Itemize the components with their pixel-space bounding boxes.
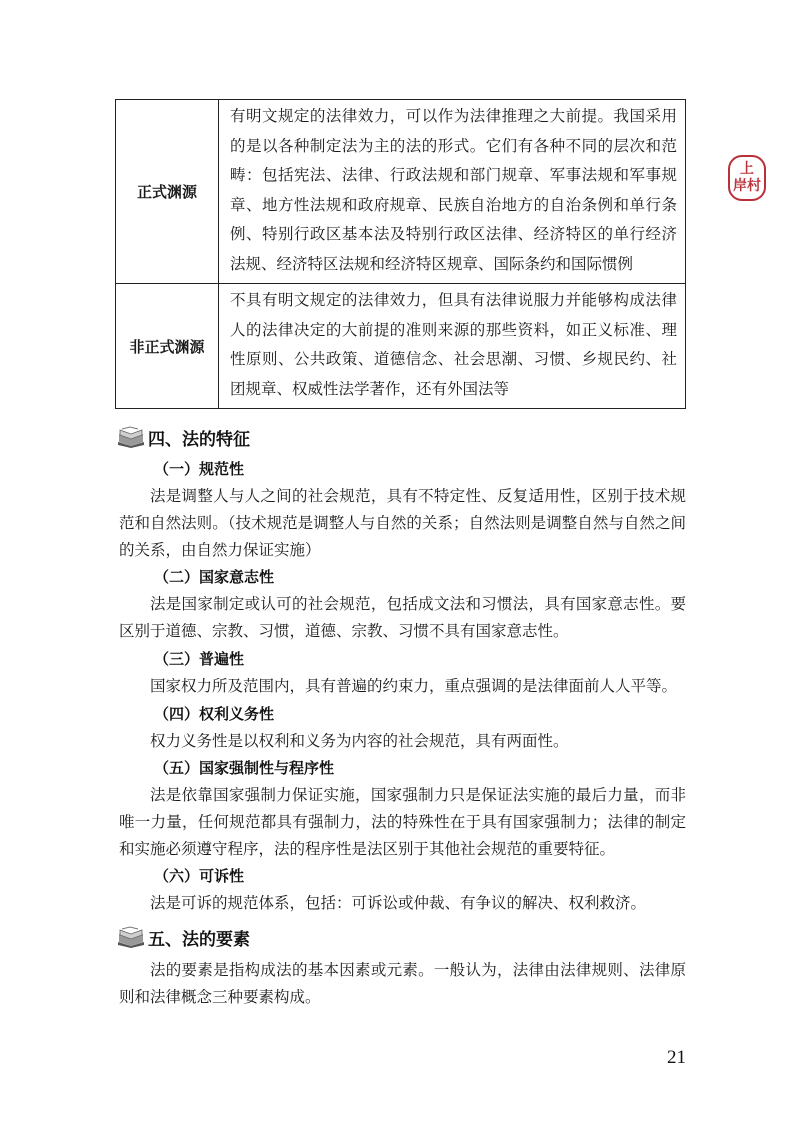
subsection-heading: （五）国家强制性与程序性	[154, 759, 335, 777]
book-icon	[116, 926, 146, 948]
table-row	[116, 100, 686, 284]
section-title: 四、法的特征	[148, 429, 250, 450]
stamp-text-bottom: 岸村	[733, 178, 761, 194]
subsection-heading: （一）规范性	[154, 460, 245, 478]
law-sources-table	[115, 99, 686, 409]
table-desc-cell: 有明文规定的法律效力，可以作为法律推理之大前提。我国采用的是以各种制定法为主的法的形式。它们有各种不同的层次和范畴：包括宪法、法律、行政法规和部门规章、军事法规和军事规章、地方性法规和政府规章、民族自治地方的自治条例和单行条例、特别行政区基本法及特别行政区法律、经济特区的单行经济法规、经济特区法规和经济特区规章、国际条约和国际惯例	[219, 100, 686, 284]
paragraph: 法是可诉的规范体系，包括：可诉讼或仲裁、有争议的解决、权利救济。	[150, 894, 647, 912]
paragraph: 法是依靠国家强制力保证实施，国家强制力只是保证法实施的最后力量，而非唯一力量，任何规范都具有强制力，法的特殊性在于具有国家强制力；法律的制定和实施必须遵守程序，法的程序性是法区别于其他社会规范的重要特征。	[119, 786, 686, 858]
stamp-text-top: 上	[740, 161, 754, 177]
paragraph: 法是调整人与人之间的社会规范，具有不特定性、反复适用性，区别于技术规范和自然法则。（技术规范是调整人与自然的关系；自然法则是调整自然与自然之间的关系，由自然力保证实施）	[119, 487, 686, 559]
page-number: 21	[667, 1047, 686, 1068]
book-icon	[116, 426, 146, 448]
subsection-heading: （三）普遍性	[154, 650, 245, 668]
section-heading	[116, 923, 250, 951]
subsection-heading: （二）国家意志性	[154, 568, 275, 586]
subsection-heading: （六）可诉性	[154, 867, 245, 885]
section-title: 五、法的要素	[148, 929, 250, 950]
section-heading	[116, 423, 250, 451]
table-term-cell: 非正式渊源	[116, 284, 219, 409]
paragraph: 国家权力所及范围内，具有普遍的约束力，重点强调的是法律面前人人平等。	[150, 677, 678, 695]
paragraph: 权力义务性是以权利和义务为内容的社会规范，具有两面性。	[150, 732, 569, 750]
paragraph: 法的要素是指构成法的基本因素或元素。一般认为，法律由法律规则、法律原则和法律概念三种要素构成。	[119, 961, 686, 1006]
table-term-cell: 正式渊源	[116, 100, 219, 284]
paragraph: 法是国家制定或认可的社会规范，包括成文法和习惯法，具有国家意志性。要区别于道德、宗教、习惯，道德、宗教、习惯不具有国家意志性。	[119, 595, 686, 640]
table-row	[116, 284, 686, 409]
table-desc-cell: 不具有明文规定的法律效力，但具有法律说服力并能够构成法律人的法律决定的大前提的准则来源的那些资料，如正义标准、理性原则、公共政策、道德信念、社会思潮、习惯、乡规民约、社团规章、权威性法学著作，还有外国法等	[219, 284, 686, 409]
subsection-heading: （四）权利义务性	[154, 705, 275, 723]
seal-stamp	[728, 155, 766, 201]
